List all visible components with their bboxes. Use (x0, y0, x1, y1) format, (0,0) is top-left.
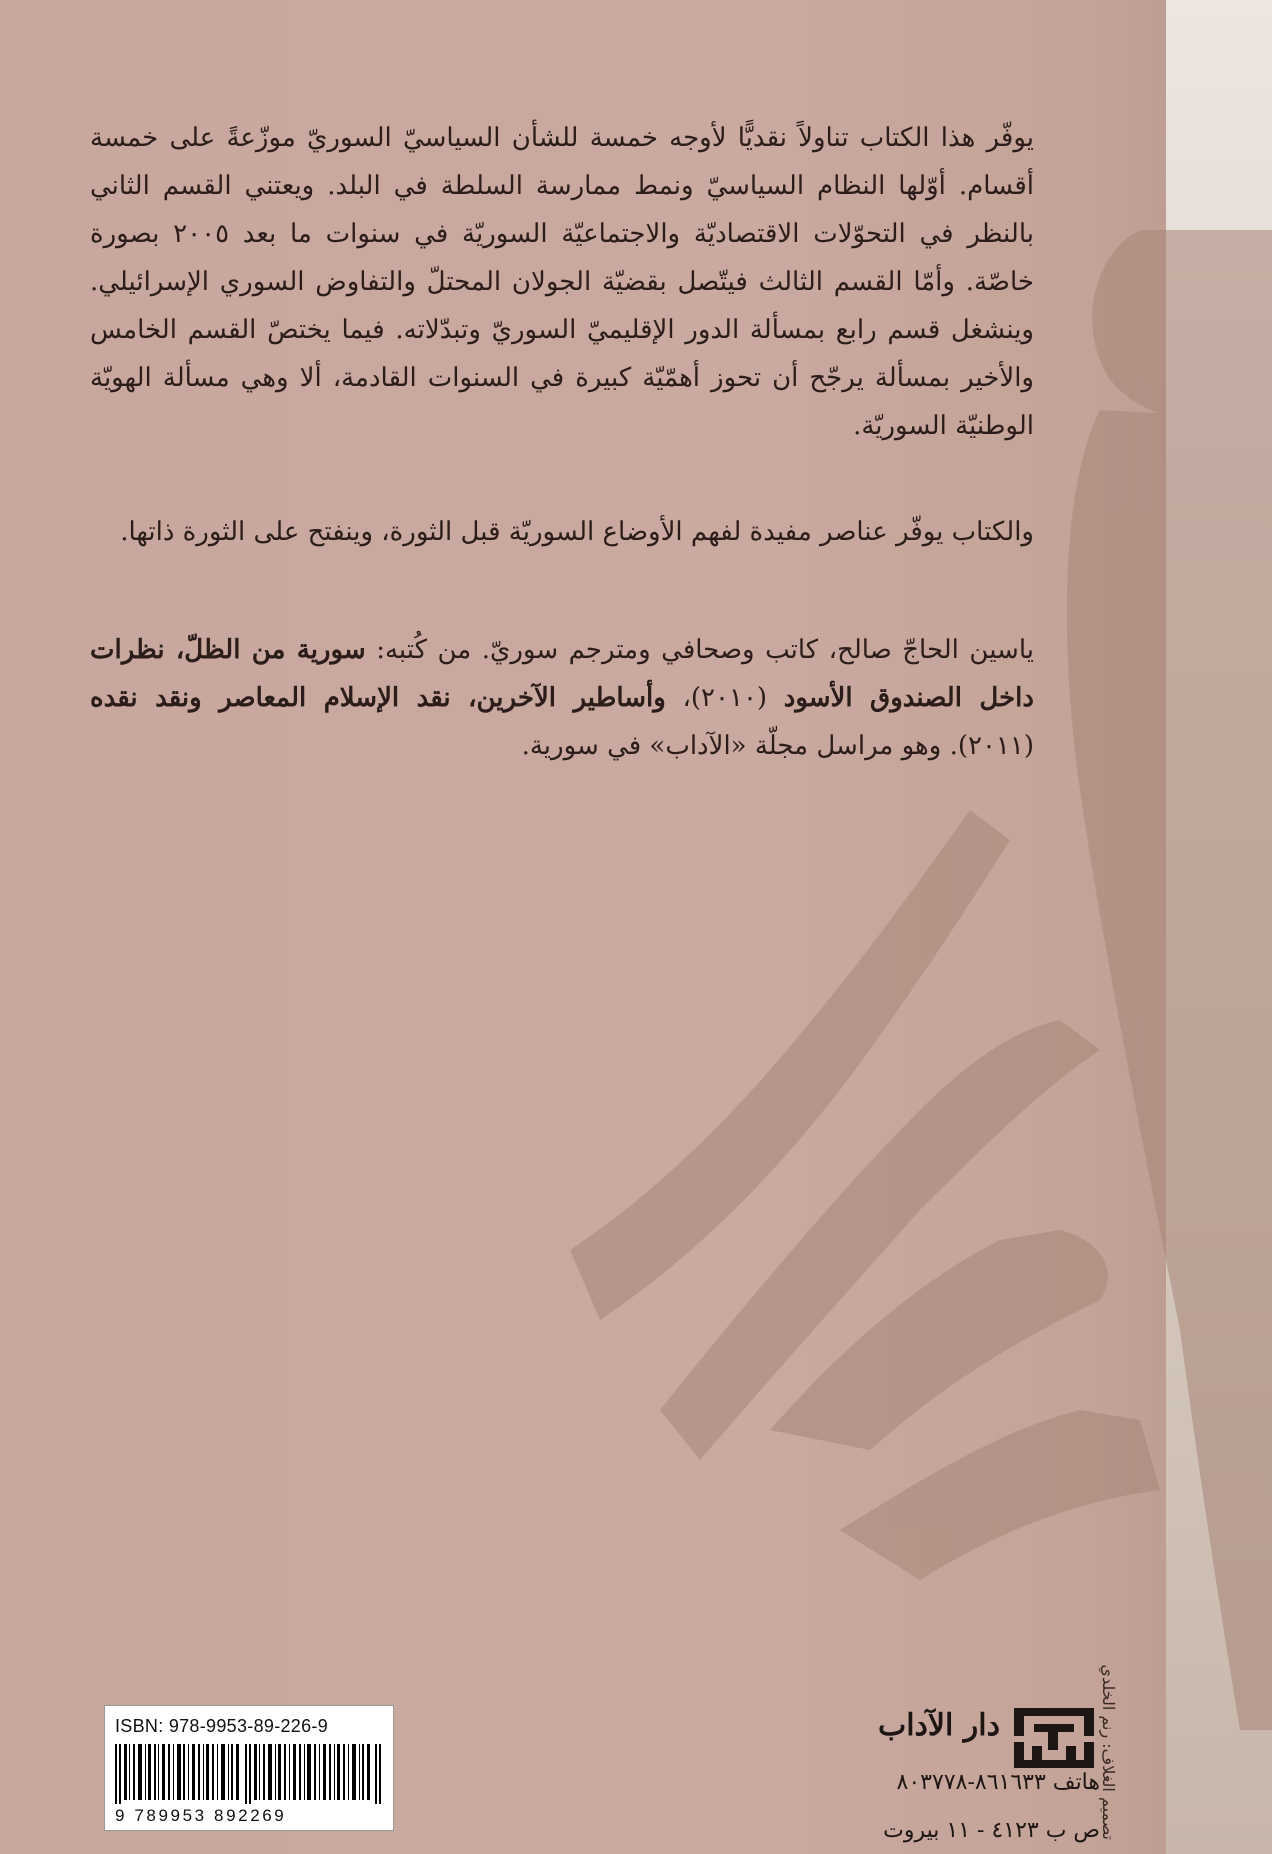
author-intro: ياسين الحاجّ صالح، كاتب وصحافي ومترجم سوريّ. من كُتبه: (365, 635, 1034, 665)
description-paragraph-2: والكتاب يوفّر عناصر مفيدة لفهم الأوضاع السوريّة قبل الثورة، وينفتح على الثورة ذاتها. (120, 517, 1034, 547)
publisher-logo-icon (1012, 1706, 1096, 1770)
barcode-icon (115, 1744, 383, 1804)
publisher-name: دار الآداب (877, 1708, 1000, 1743)
cover-design-credit: تصميم الغلاف: رنم الخلدي (1099, 1664, 1118, 1840)
isbn-barcode-box (104, 1705, 394, 1831)
description-paragraph-1: يوفّر هذا الكتاب تناولاً نقديًّا لأوجه خمسة للشأن السياسيّ السوريّ موزّعةً على خمسة أقسام. أوّلها النظام السياسيّ ونمط ممارسة السلطة في البلد. ويعتني القسم الثاني بالنظر في التحوّلات الاقتصاديّة والاجتماعيّة السوريّة في سنوات ما بعد ٢٠٠٥ بصورة خاصّة. وأمّا القسم الثالث فيتّصل بقضيّة الجولان المحتلّ والتفاوض السوري الإسرائيلي. وينشغل قسم رابع بمسألة الدور الإقليميّ السوريّ وتبدّلاته. فيما يختصّ القسم الخامس والأخير بمسألة يرجّح أن تحوز أهمّيّة كبيرة في السنوات القادمة، ألا وهي مسألة الهويّة الوطنيّة السوريّة. (90, 123, 1034, 441)
book-description (90, 114, 1034, 450)
publisher-pobox: ص ب ٤١٢٣ - ١١ بيروت (883, 1818, 1100, 1843)
author-book-2-year: (٢٠١١). وهو مراسل مجلّة «الآداب» في سورية. (521, 731, 1034, 761)
author-book-2: وأساطير الآخرين، نقد الإسلام المعاصر ونقد نقده (90, 683, 666, 713)
author-bio-paragraph (90, 626, 1034, 770)
isbn-label: ISBN: 978-9953-89-226-9 (115, 1716, 329, 1736)
author-book-1: سورية من الظلّ، نظرات داخل الصندوق الأسود (90, 635, 1034, 713)
soldier-shadow-image (540, 230, 1272, 1730)
author-bio (90, 626, 1034, 770)
barcode-digits: 9 789953 892269 (115, 1806, 287, 1825)
publisher-phone: هاتف ٨٦١٦٣٣-٨٠٣٧٧٨ (896, 1770, 1100, 1795)
author-book-1-year: (٢٠١٠)، (665, 683, 784, 713)
book-description-continued (90, 508, 1034, 556)
